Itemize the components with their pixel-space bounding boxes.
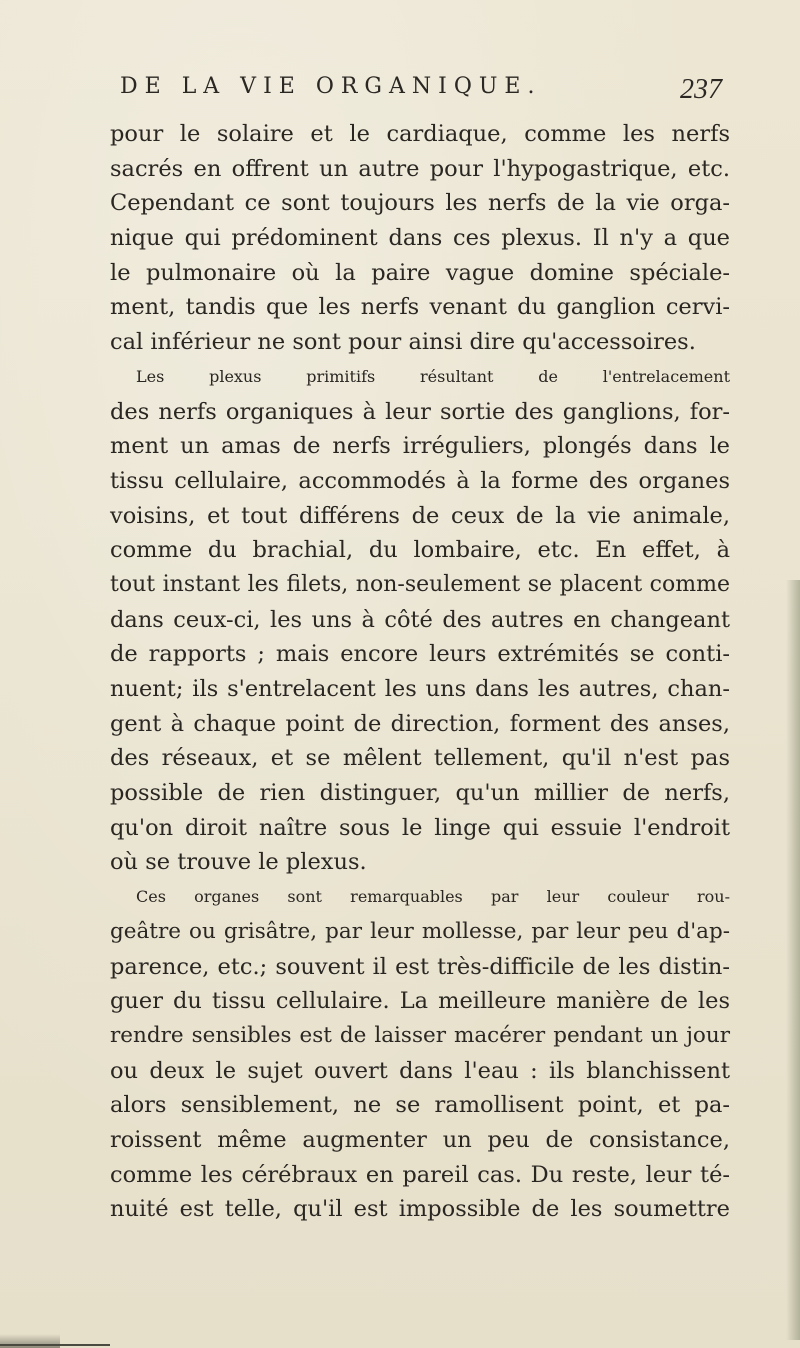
text-line: le pulmonaire où la paire vague domine spéciale- <box>110 259 730 286</box>
text-line: pour le solaire et le cardiaque, comme les nerfs <box>110 121 730 147</box>
text-line: ou deux le sujet ouvert dans l'eau : ils blanchissent <box>110 1057 730 1084</box>
text-line: nuent; ils s'entrelacent les uns dans les autres, chan- <box>110 676 730 702</box>
text-line: geâtre ou grisâtre, par leur mollesse, par leur peu d'ap- <box>110 918 730 944</box>
paragraph-start-line: Ces organes sont remarquables par leur couleur rou- <box>136 887 730 907</box>
text-line: cal inférieur ne sont pour ainsi dire qu'accessoires. <box>110 329 696 356</box>
text-line: qu'on diroit naître sous le linge qui essuie l'endroit <box>110 814 730 841</box>
text-line: comme les cérébraux en pareil cas. Du reste, leur té- <box>110 1161 730 1188</box>
text-line: comme du brachial, du lombaire, etc. En effet, à <box>110 537 730 564</box>
text-line: ment un amas de nerfs irréguliers, plongés dans le <box>110 433 730 460</box>
paragraph-start-line: Les plexus primitifs résultant de l'entrelacement <box>136 366 730 386</box>
text-line: nuité est telle, qu'il est impossible de les soumettre <box>110 1196 730 1223</box>
text-line: ment, tandis que les nerfs venant du ganglion cervi- <box>110 294 730 321</box>
text-line: nique qui prédominent dans ces plexus. Il n'y a que <box>110 225 730 252</box>
text-line: des nerfs organiques à leur sortie des ganglions, for- <box>110 398 730 425</box>
text-line: dans ceux-ci, les uns à côté des autres en changeant <box>110 606 730 633</box>
running-title: DE LA VIE ORGANIQUE. <box>120 74 542 99</box>
text-line: rendre sensibles est de laisser macérer pendant un jour <box>110 1022 730 1048</box>
text-line: de rapports ; mais encore leurs extrémités se conti- <box>110 641 730 668</box>
text-line: tout instant les filets, non-seulement se placent comme <box>110 571 730 597</box>
text-line: gent à chaque point de direction, forment des anses, <box>110 710 730 737</box>
text-line: où se trouve le plexus. <box>110 849 367 876</box>
page-edge-shadow <box>786 580 800 1340</box>
text-line: possible de rien distinguer, qu'un millier de nerfs, <box>110 780 730 807</box>
bottom-edge-line <box>0 1344 110 1346</box>
text-line: voisins, et tout différens de ceux de la vie animale, <box>110 502 730 529</box>
text-line: tissu cellulaire, accommodés à la forme des organes <box>110 467 730 494</box>
text-line: alors sensiblement, ne se ramollisent point, et pa- <box>110 1092 730 1119</box>
page-number: 237 <box>680 74 722 105</box>
text-line: Cependant ce sont toujours les nerfs de la vie orga- <box>110 190 730 217</box>
text-line: guer du tissu cellulaire. La meilleure manière de les <box>110 988 730 1015</box>
page-header <box>120 74 720 110</box>
text-line: des réseaux, et se mêlent tellement, qu'il n'est pas <box>110 745 730 772</box>
text-line: sacrés en offrent un autre pour l'hypogastrique, etc. <box>110 155 730 182</box>
text-line: parence, etc.; souvent il est très-difficile de les distin- <box>110 953 730 980</box>
text-line: roissent même augmenter un peu de consistance, <box>110 1126 730 1153</box>
body-text <box>110 117 730 1227</box>
